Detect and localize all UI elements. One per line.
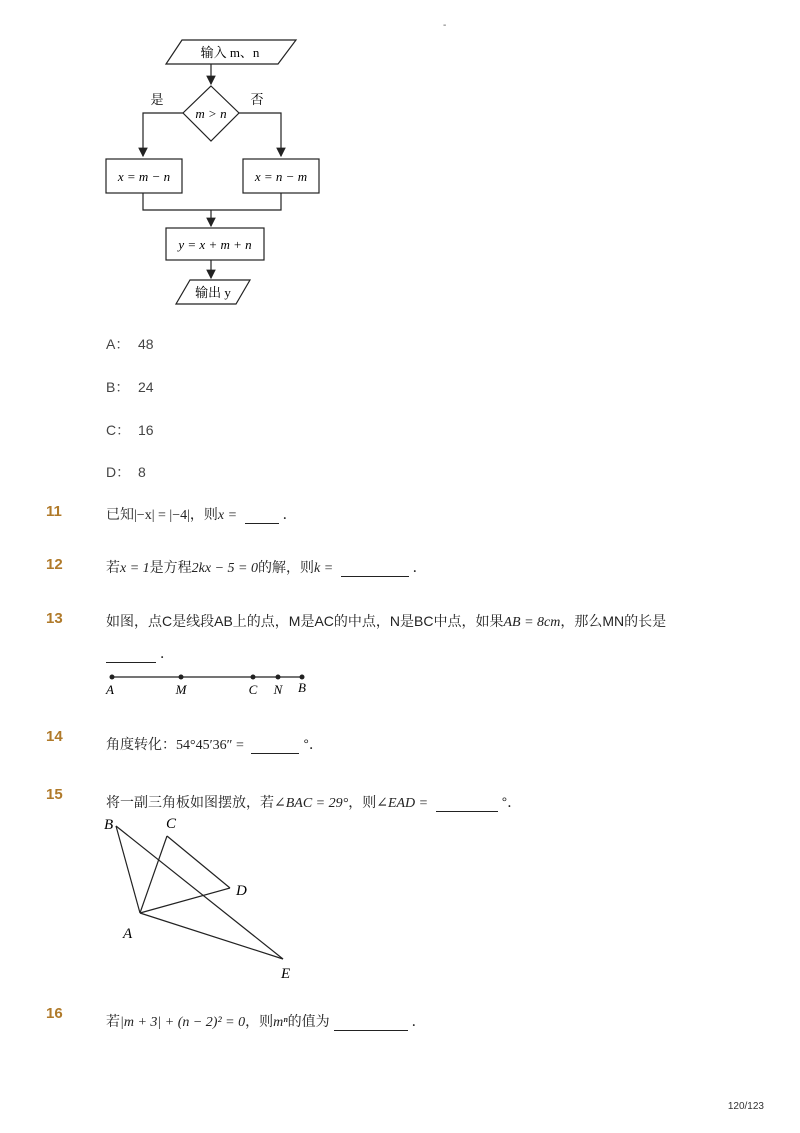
option-a-label: A： (106, 336, 130, 352)
triangle-label-e: E (281, 966, 291, 982)
question-13-text: 如图，点C是线段AB上的点，M是AC的中点，N是BC中点，如果AB = 8cm，那么MN的长是 (106, 613, 667, 630)
label-m: M (175, 682, 187, 697)
option-b-value: 24 (138, 379, 154, 395)
question-13-blank-line: ． (106, 643, 174, 663)
segment-figure (100, 668, 320, 698)
triangle-label-b: B (104, 817, 114, 833)
option-c-value: 16 (138, 422, 154, 438)
question-number-16: 16 (46, 1005, 63, 1022)
answer-blank-15[interactable] (436, 797, 498, 812)
option-a (106, 334, 154, 354)
option-a-value: 48 (138, 336, 154, 352)
label-n: N (273, 682, 283, 697)
flow-input-text: 输入 m、n (200, 45, 260, 60)
answer-blank-16[interactable] (334, 1016, 408, 1031)
option-d-value: 8 (138, 464, 146, 480)
flow-yes-label: 是 (150, 93, 164, 108)
flow-merge-text: y = x + m + n (178, 237, 252, 252)
flow-no-label: 否 (250, 93, 264, 108)
option-c-label: C： (106, 422, 131, 438)
flow-left-text: x = m − n (117, 169, 171, 184)
flow-right-text: x = n − m (254, 169, 308, 184)
option-c (106, 420, 154, 440)
option-b (106, 377, 154, 397)
question-number-13: 13 (46, 610, 63, 627)
triangle-figure (100, 812, 310, 984)
question-number-11: 11 (46, 503, 62, 520)
question-number-15: 15 (46, 786, 63, 803)
triangle-label-a: A (123, 926, 133, 942)
triangle-label-d: D (236, 883, 247, 899)
answer-blank-11[interactable] (245, 509, 279, 524)
question-14-text: 角度转化：54°45′36″ = °． (106, 736, 323, 753)
question-12-text: 若x = 1是方程2kx − 5 = 0的解，则k = ． (106, 559, 427, 576)
option-d-label: D： (106, 464, 131, 480)
label-c: C (248, 682, 258, 697)
answer-blank-14[interactable] (251, 739, 299, 754)
answer-blank-13[interactable] (106, 648, 156, 663)
answer-blank-12[interactable] (341, 562, 409, 577)
point-m (179, 675, 184, 680)
triangle-label-c: C (166, 816, 177, 832)
page-number: 120/123 (727, 1101, 764, 1112)
option-b-label: B： (106, 379, 130, 395)
label-a: A (106, 682, 114, 697)
point-n (276, 675, 281, 680)
option-d (106, 462, 146, 482)
label-b: B (298, 680, 306, 695)
question-11-text: 已知|−x| = |−4|，则x = ． (106, 506, 297, 523)
question-15-text: 将一副三角板如图摆放，若∠BAC = 29°，则∠EAD = °． (106, 794, 522, 811)
question-number-12: 12 (46, 556, 63, 573)
point-b (300, 675, 305, 680)
header-mark: - (443, 20, 447, 31)
flow-output-text: 输出 y (195, 285, 231, 300)
flowchart-figure (100, 34, 330, 314)
question-number-14: 14 (46, 728, 63, 745)
flow-condition-text: m > n (195, 106, 227, 121)
question-16-text: 若|m + 3| + (n − 2)² = 0，则mⁿ的值为 ． (106, 1013, 426, 1030)
point-a (110, 675, 115, 680)
point-c (251, 675, 256, 680)
